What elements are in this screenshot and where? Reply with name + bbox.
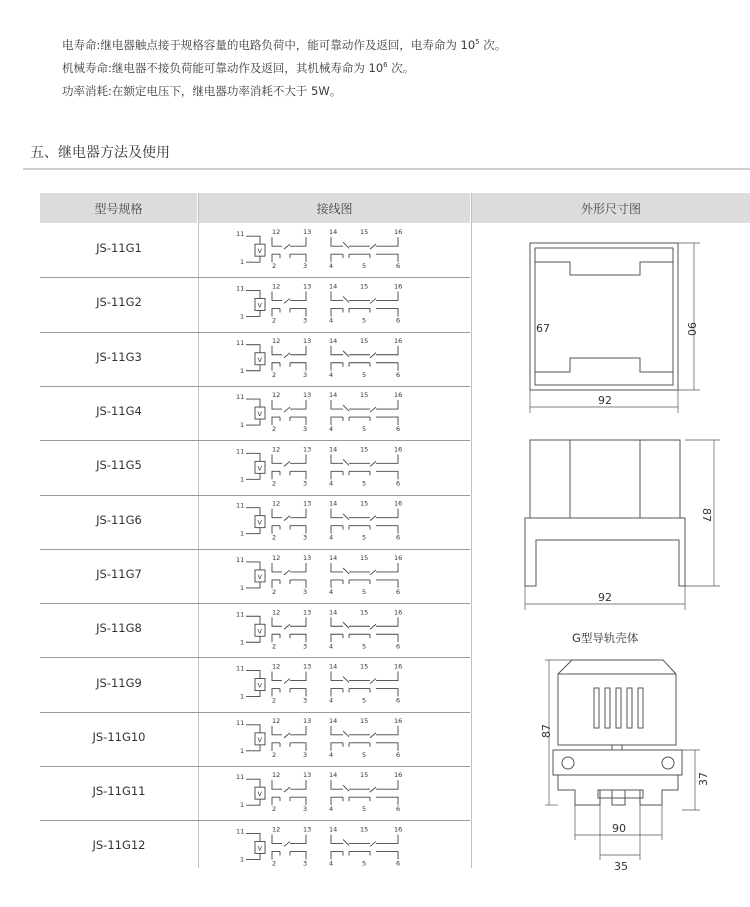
terminal-label: 3 — [303, 479, 308, 488]
terminal-label: 5 — [362, 479, 367, 488]
terminal-label: 14 — [329, 716, 338, 725]
side-height-dim: 87 — [700, 508, 713, 522]
terminal-label: 2 — [272, 750, 277, 759]
terminal-label: 4 — [329, 587, 334, 596]
terminal-label: 12 — [272, 553, 281, 562]
terminal-label: 11 — [236, 718, 245, 727]
coil-symbol: V — [257, 247, 262, 256]
coil-symbol: V — [257, 301, 262, 310]
terminal-label: 2 — [272, 696, 277, 705]
terminal-label: 2 — [272, 859, 277, 868]
header-wiring: 接线图 — [199, 193, 470, 223]
terminal-label: 14 — [329, 282, 338, 291]
terminal-label: 12 — [272, 825, 281, 834]
terminal-label: 4 — [329, 479, 334, 488]
terminal-label: 15 — [360, 228, 369, 237]
terminal-label: 14 — [329, 608, 338, 617]
terminal-label: 15 — [360, 771, 369, 780]
header-dimensions: 外形尺寸图 — [472, 193, 750, 223]
terminal-label: 12 — [272, 282, 281, 291]
terminal-label: 14 — [329, 553, 338, 562]
terminal-label: 11 — [236, 555, 245, 564]
terminal-label: 2 — [272, 262, 277, 271]
terminal-label: 13 — [303, 391, 312, 400]
terminal-label: 4 — [329, 642, 334, 651]
model-label: JS-11G5 — [96, 458, 142, 473]
coil-symbol: V — [257, 735, 262, 744]
terminal-label: 11 — [236, 230, 245, 239]
coil-symbol: V — [257, 518, 262, 527]
terminal-label: 11 — [236, 447, 245, 456]
terminal-label: 11 — [236, 773, 245, 782]
terminal-label: 5 — [362, 262, 367, 271]
model-label: JS-11G1 — [96, 241, 142, 256]
terminal-label: 5 — [362, 316, 367, 325]
coil-symbol: V — [257, 410, 262, 419]
terminal-label: 3 — [303, 696, 308, 705]
terminal-label: 16 — [394, 825, 403, 834]
terminal-label: 12 — [272, 228, 281, 237]
terminal-label: 16 — [394, 445, 403, 454]
terminal-label: 15 — [360, 553, 369, 562]
front-view-drawing — [530, 243, 700, 413]
terminal-label: 16 — [394, 282, 403, 291]
terminal-label: 6 — [396, 805, 401, 814]
spec-mechanical-life: 机械寿命:继电器不接负荷能可靠动作及返回，其机械寿命为 $10^6$ 次。 — [62, 61, 415, 75]
terminal-label: 14 — [329, 391, 338, 400]
terminal-label: 16 — [394, 336, 403, 345]
terminal-label: 16 — [394, 771, 403, 780]
terminal-label: 2 — [272, 425, 277, 434]
terminal-label: 4 — [329, 859, 334, 868]
terminal-label: 1 — [240, 529, 245, 538]
coil-symbol: V — [257, 355, 262, 364]
terminal-label: 16 — [394, 391, 403, 400]
terminal-label: 1 — [240, 855, 245, 864]
terminal-label: 1 — [240, 475, 245, 484]
terminal-label: 2 — [272, 805, 277, 814]
terminal-label: 13 — [303, 228, 312, 237]
model-label: JS-11G12 — [92, 838, 146, 853]
model-label: JS-11G3 — [96, 349, 142, 364]
terminal-label: 1 — [240, 258, 245, 267]
terminal-label: 3 — [303, 805, 308, 814]
terminal-label: 1 — [240, 421, 245, 430]
terminal-label: 6 — [396, 425, 401, 434]
terminal-label: 15 — [360, 445, 369, 454]
terminal-label: 12 — [272, 716, 281, 725]
rail-caption: G型导轨壳体 — [572, 631, 639, 645]
terminal-label: 6 — [396, 262, 401, 271]
terminal-label: 5 — [362, 533, 367, 542]
terminal-label: 11 — [236, 338, 245, 347]
coil-symbol: V — [257, 572, 262, 581]
model-label: JS-11G10 — [92, 729, 146, 744]
spec-power: 功率消耗:在额定电压下，继电器功率消耗不大于 5W。 — [62, 84, 342, 98]
terminal-label: 12 — [272, 608, 281, 617]
terminal-label: 2 — [272, 587, 277, 596]
terminal-label: 3 — [303, 859, 308, 868]
terminal-label: 11 — [236, 827, 245, 836]
terminal-label: 5 — [362, 805, 367, 814]
terminal-label: 1 — [240, 312, 245, 321]
terminal-label: 14 — [329, 662, 338, 671]
terminal-label: 4 — [329, 316, 334, 325]
terminal-label: 4 — [329, 750, 334, 759]
terminal-label: 3 — [303, 587, 308, 596]
front-width-dim: 92 — [598, 394, 612, 407]
terminal-label: 11 — [236, 501, 245, 510]
terminal-label: 6 — [396, 696, 401, 705]
front-height-dim: 90 — [685, 322, 698, 336]
terminal-label: 3 — [303, 533, 308, 542]
rail-height-dim: 87 — [540, 724, 553, 738]
terminal-label: 13 — [303, 445, 312, 454]
model-label: JS-11G4 — [96, 404, 142, 419]
terminal-label: 13 — [303, 553, 312, 562]
terminal-label: 13 — [303, 282, 312, 291]
terminal-label: 12 — [272, 336, 281, 345]
terminal-label: 13 — [303, 608, 312, 617]
terminal-label: 1 — [240, 638, 245, 647]
terminal-label: 6 — [396, 533, 401, 542]
terminal-label: 14 — [329, 499, 338, 508]
terminal-label: 2 — [272, 533, 277, 542]
terminal-label: 6 — [396, 587, 401, 596]
model-label: JS-11G6 — [96, 512, 142, 527]
rail-35-dim: 35 — [614, 860, 628, 873]
terminal-label: 15 — [360, 716, 369, 725]
terminal-label: 6 — [396, 316, 401, 325]
terminal-label: 14 — [329, 228, 338, 237]
terminal-label: 3 — [303, 262, 308, 271]
terminal-label: 15 — [360, 336, 369, 345]
model-label: JS-11G11 — [92, 784, 146, 799]
terminal-label: 11 — [236, 664, 245, 673]
terminal-label: 6 — [396, 479, 401, 488]
terminal-label: 2 — [272, 642, 277, 651]
terminal-label: 2 — [272, 316, 277, 325]
terminal-label: 5 — [362, 370, 367, 379]
terminal-label: 1 — [240, 746, 245, 755]
terminal-label: 4 — [329, 262, 334, 271]
header-model: 型号规格 — [40, 193, 197, 223]
terminal-label: 1 — [240, 583, 245, 592]
model-label: JS-11G2 — [96, 295, 142, 310]
terminal-label: 1 — [240, 366, 245, 375]
front-inner-dim: 67 — [536, 322, 550, 335]
model-label: JS-11G9 — [96, 675, 142, 690]
terminal-label: 13 — [303, 662, 312, 671]
terminal-label: 5 — [362, 859, 367, 868]
terminal-label: 12 — [272, 445, 281, 454]
spec-electrical-life: 电寿命:继电器触点接于规格容量的电路负荷中，能可靠动作及返回，电寿命为 $10^5$ 次。 — [62, 38, 507, 52]
terminal-label: 14 — [329, 445, 338, 454]
model-label: JS-11G7 — [96, 566, 142, 581]
terminal-label: 16 — [394, 716, 403, 725]
coil-symbol: V — [257, 844, 262, 853]
terminal-label: 6 — [396, 750, 401, 759]
terminal-label: 5 — [362, 425, 367, 434]
coil-symbol: V — [257, 464, 262, 473]
model-label: JS-11G8 — [96, 621, 142, 636]
terminal-label: 6 — [396, 370, 401, 379]
terminal-label: 2 — [272, 479, 277, 488]
terminal-label: 12 — [272, 391, 281, 400]
terminal-label: 14 — [329, 771, 338, 780]
terminal-label: 6 — [396, 859, 401, 868]
terminal-label: 15 — [360, 608, 369, 617]
terminal-label: 14 — [329, 336, 338, 345]
terminal-label: 5 — [362, 642, 367, 651]
terminal-label: 13 — [303, 336, 312, 345]
terminal-label: 16 — [394, 553, 403, 562]
terminal-label: 3 — [303, 425, 308, 434]
terminal-label: 11 — [236, 284, 245, 293]
coil-symbol: V — [257, 790, 262, 799]
terminal-label: 12 — [272, 662, 281, 671]
terminal-label: 15 — [360, 825, 369, 834]
terminal-label: 16 — [394, 608, 403, 617]
terminal-label: 16 — [394, 662, 403, 671]
rail-width-dim: 90 — [612, 822, 626, 835]
terminal-label: 5 — [362, 750, 367, 759]
terminal-label: 3 — [303, 750, 308, 759]
terminal-label: 15 — [360, 391, 369, 400]
terminal-label: 4 — [329, 533, 334, 542]
terminal-label: 3 — [303, 642, 308, 651]
terminal-label: 13 — [303, 716, 312, 725]
side-view-drawing — [525, 440, 720, 610]
terminal-label: 13 — [303, 499, 312, 508]
terminal-label: 5 — [362, 696, 367, 705]
terminal-label: 11 — [236, 393, 245, 402]
section-title: 五、继电器方法及使用 — [30, 145, 170, 161]
terminal-label: 2 — [272, 370, 277, 379]
terminal-label: 15 — [360, 499, 369, 508]
terminal-label: 5 — [362, 587, 367, 596]
terminal-label: 3 — [303, 370, 308, 379]
coil-symbol: V — [257, 627, 262, 636]
terminal-label: 12 — [272, 771, 281, 780]
terminal-label: 14 — [329, 825, 338, 834]
terminal-label: 4 — [329, 696, 334, 705]
terminal-label: 15 — [360, 662, 369, 671]
terminal-label: 1 — [240, 801, 245, 810]
terminal-label: 4 — [329, 425, 334, 434]
terminal-label: 16 — [394, 499, 403, 508]
terminal-label: 3 — [303, 316, 308, 325]
terminal-label: 1 — [240, 692, 245, 701]
terminal-label: 12 — [272, 499, 281, 508]
terminal-label: 13 — [303, 825, 312, 834]
terminal-label: 15 — [360, 282, 369, 291]
terminal-label: 6 — [396, 642, 401, 651]
terminal-label: 16 — [394, 228, 403, 237]
rail-base-dim: 37 — [697, 772, 710, 786]
terminal-label: 4 — [329, 805, 334, 814]
terminal-label: 4 — [329, 370, 334, 379]
terminal-label: 13 — [303, 771, 312, 780]
side-width-dim: 92 — [598, 591, 612, 604]
terminal-label: 11 — [236, 610, 245, 619]
coil-symbol: V — [257, 681, 262, 690]
